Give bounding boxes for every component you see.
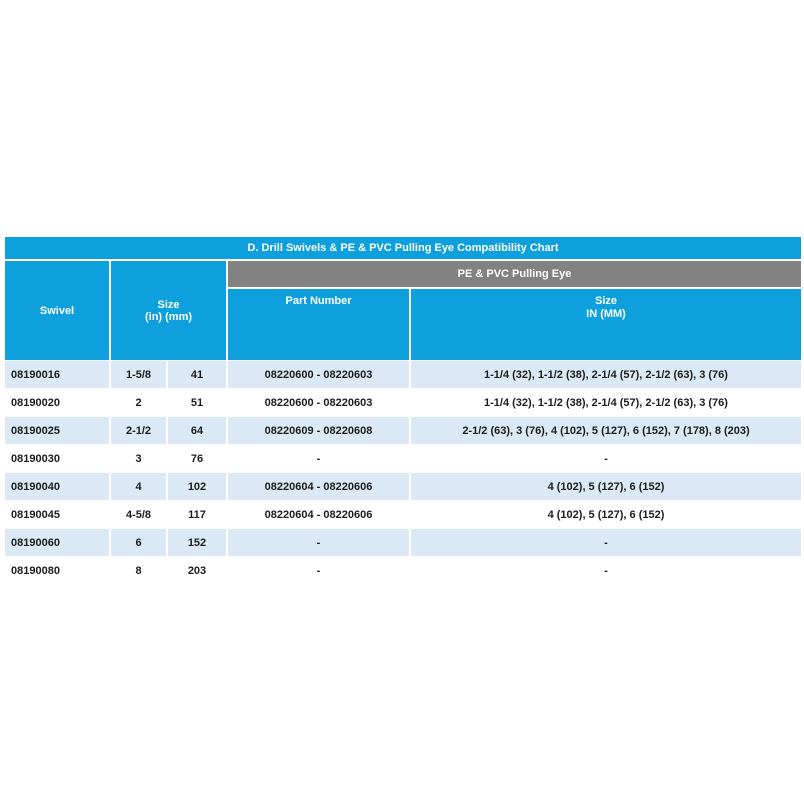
size-in-cell: 4 (109, 472, 166, 500)
chart-title: D. Drill Swivels & PE & PVC Pulling Eye Compatibility Chart (5, 237, 801, 259)
table-row (5, 444, 801, 472)
pulling-eye-size-cell: - (409, 528, 801, 556)
part-number-cell: 08220600 - 08220603 (226, 388, 409, 416)
swivel-cell: 08190020 (5, 388, 109, 416)
size-mm-cell: 51 (166, 388, 226, 416)
part-number-cell: - (226, 528, 409, 556)
pulling-eye-size-units: IN (MM) (586, 308, 626, 320)
swivel-cell: 08190040 (5, 472, 109, 500)
part-number-cell: - (226, 556, 409, 584)
table-row (5, 528, 801, 556)
size-mm-cell: 41 (166, 360, 226, 388)
table-row (5, 472, 801, 500)
size-in-cell: 2 (109, 388, 166, 416)
swivel-cell: 08190080 (5, 556, 109, 584)
table-body (5, 360, 801, 584)
pulling-eye-size-cell: 4 (102), 5 (127), 6 (152) (409, 472, 801, 500)
table-row (5, 360, 801, 388)
size-in-cell: 1-5/8 (109, 360, 166, 388)
size-in-cell: 3 (109, 444, 166, 472)
swivel-cell: 08190025 (5, 416, 109, 444)
size-in-cell: 6 (109, 528, 166, 556)
pulling-eye-size-cell: 4 (102), 5 (127), 6 (152) (409, 500, 801, 528)
part-number-cell: 08220609 - 08220608 (226, 416, 409, 444)
pulling-eye-size-label: Size (594, 295, 617, 307)
size-in-cell: 2-1/2 (109, 416, 166, 444)
swivel-cell: 08190060 (5, 528, 109, 556)
size-in-cell: 4-5/8 (109, 500, 166, 528)
part-number-cell: - (226, 444, 409, 472)
compatibility-table (5, 259, 801, 584)
size-header (109, 261, 226, 360)
size-mm-cell: 117 (166, 500, 226, 528)
pulling-eye-size-cell: - (409, 444, 801, 472)
table-row (5, 416, 801, 444)
table-row (5, 388, 801, 416)
pulling-eye-size-cell: 1-1/4 (32), 1-1/2 (38), 2-1/4 (57), 2-1/2 (63), 3 (76) (409, 388, 801, 416)
size-mm-cell: 64 (166, 416, 226, 444)
swivel-cell: 08190030 (5, 444, 109, 472)
pulling-eye-group-header: PE & PVC Pulling Eye (226, 261, 801, 287)
swivel-cell: 08190045 (5, 500, 109, 528)
part-number-header: Part Number (226, 287, 409, 360)
table-row (5, 500, 801, 528)
size-mm-cell: 76 (166, 444, 226, 472)
swivel-header (5, 261, 109, 360)
pulling-eye-size-header (409, 287, 801, 360)
size-mm-cell: 203 (166, 556, 226, 584)
pulling-eye-size-cell: 1-1/4 (32), 1-1/2 (38), 2-1/4 (57), 2-1/2 (63), 3 (76) (409, 360, 801, 388)
part-number-cell: 08220600 - 08220603 (226, 360, 409, 388)
pulling-eye-size-cell: 2-1/2 (63), 3 (76), 4 (102), 5 (127), 6 (152), 7 (178), 8 (203) (409, 416, 801, 444)
part-number-cell: 08220604 - 08220606 (226, 500, 409, 528)
table-row (5, 556, 801, 584)
size-header-units: (in) (mm) (144, 310, 193, 323)
swivel-header-label: Swivel (39, 304, 75, 317)
part-number-cell: 08220604 - 08220606 (226, 472, 409, 500)
size-header-label: Size (157, 298, 180, 311)
size-mm-cell: 102 (166, 472, 226, 500)
size-mm-cell: 152 (166, 528, 226, 556)
size-in-cell: 8 (109, 556, 166, 584)
compatibility-chart (5, 237, 801, 584)
swivel-cell: 08190016 (5, 360, 109, 388)
pulling-eye-size-cell: - (409, 556, 801, 584)
